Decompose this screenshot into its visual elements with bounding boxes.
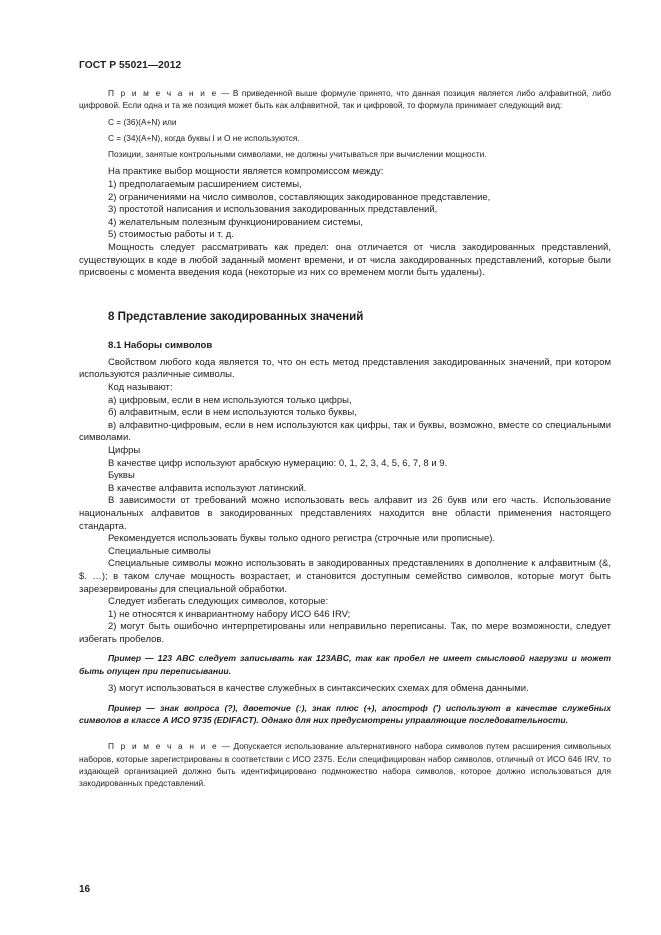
- page-content: [79, 87, 611, 789]
- list-item: 2) могут быть ошибочно интерпретированы или неправильно переписаны. Так, по мере возможности, следует избегать пробелов.: [79, 621, 611, 645]
- list-item: 1) не относятся к инвариантному набору ИСО 646 IRV;: [108, 608, 351, 620]
- list-item: а) цифровым, если в нем используются только цифры,: [108, 394, 352, 406]
- run-in-heading: Цифры: [108, 444, 141, 456]
- page-number: 16: [79, 884, 91, 895]
- formula-line: C = (36)(A+N) или: [108, 116, 177, 127]
- compromise-conclusion: Мощность следует рассматривать как предел: она отличается от числа закодированных представлений, существующих в коде в любой заданный момент времени, и от числа закодированных представлений, которые были присвоены с момента введения кода (некоторые из них со временем могли быть удалены).: [79, 242, 611, 279]
- document-header: ГОСТ Р 55021—2012: [79, 60, 182, 71]
- body-paragraph: Рекомендуется использовать буквы только одного регистра (строчные или прописные).: [108, 533, 496, 545]
- section-heading: 8 Представление закодированных значений: [108, 309, 364, 323]
- list-item: 1) предполагаемым расширением системы,: [108, 179, 302, 191]
- note-text: — Допускается использование альтернативного набора символов путем расширения символьных наборов, которые зарегистрированы в соответствии с ИСО 2375. Если специфицирован набор символов, отличный от ИСО 646 IRV, то издающей организацией должно быть идентифицировано подмножество набора символов, которое должно использоваться для закодированных представлений.: [79, 741, 611, 789]
- note-paragraph: [79, 740, 611, 789]
- list-item: 4) желательным полезным функционированием системы,: [108, 216, 363, 228]
- run-in-heading: Специальные символы: [108, 545, 211, 557]
- body-paragraph: Следует избегать следующих символов, которые:: [108, 596, 329, 608]
- body-paragraph: Свойством любого кода является то, что он есть метод представления закодированных значений, при котором используются различные символы.: [79, 356, 611, 381]
- formula-line: C = (34)(A+N), когда буквы I и O не используются.: [108, 132, 300, 143]
- list-item: б) алфавитным, если в нем используются только буквы,: [108, 407, 357, 419]
- body-paragraph: В качестве алфавита используют латинский.: [108, 482, 307, 494]
- body-paragraph: В качестве цифр используют арабскую нумерацию: 0, 1, 2, 3, 4, 5, 6, 7, 8 и 9.: [108, 457, 448, 469]
- note-label: П р и м е ч а н и е: [108, 88, 218, 98]
- list-item: 2) ограничениями на число символов, составляющих закодированное представление,: [108, 191, 491, 203]
- list-item: 5) стоимостью работы и т. д.: [108, 229, 234, 241]
- note-label: П р и м е ч а н и е: [108, 741, 219, 752]
- example-paragraph: Пример — знак вопроса (?), двоеточие (:), знак плюс (+), апостроф (') используют в качестве служебных символов в классе A ИСО 9735 (EDIFACT). Однако для них предусмотрены управляющие последовательности.: [79, 702, 611, 725]
- note-footer: Позиции, занятые контрольными символами, не должны учитываться при вычислении мощности.: [108, 149, 487, 160]
- body-paragraph: В зависимости от требований можно использовать весь алфавит из 26 букв или его часть. Использование национальных алфавитов в закодированных представлениях находится вне области применения настоящего стандарта.: [79, 495, 611, 532]
- compromise-intro: На практике выбор мощности является компромиссом между:: [108, 166, 384, 178]
- note-text: — В приведенной выше формуле принято, что данная позиция является либо алфавитной, либо цифровой. Если одна и та же позиция может быть как алфавитной, так и цифровой, то формула принимает следующий вид:: [79, 88, 611, 111]
- list-item: 3) могут использоваться в качестве служебных в синтаксических схемах для обмена данными.: [108, 683, 529, 695]
- run-in-heading: Буквы: [108, 470, 135, 482]
- body-paragraph: Специальные символы можно использовать в закодированных представлениях в дополнение к алфавитным (&, $. …); в таком случае мощность возрастает, и становится доступным семейство символов, которые могут быть зарезервированы для специальной обработки.: [79, 558, 611, 595]
- list-item: в) алфавитно-цифровым, если в нем используются как цифры, так и буквы, возможно, вместе со специальными символами.: [79, 419, 611, 444]
- body-paragraph: Код называют:: [108, 382, 173, 394]
- list-item: 3) простотой написания и использования закодированных представлений,: [108, 204, 438, 216]
- subsection-heading: 8.1 Наборы символов: [108, 339, 213, 351]
- example-paragraph: Пример — 123 ABC следует записывать как 123ABC, так как пробел не имеет смысловой нагрузки и может быть опущен при переписывании.: [79, 653, 611, 676]
- note-paragraph: [79, 87, 611, 112]
